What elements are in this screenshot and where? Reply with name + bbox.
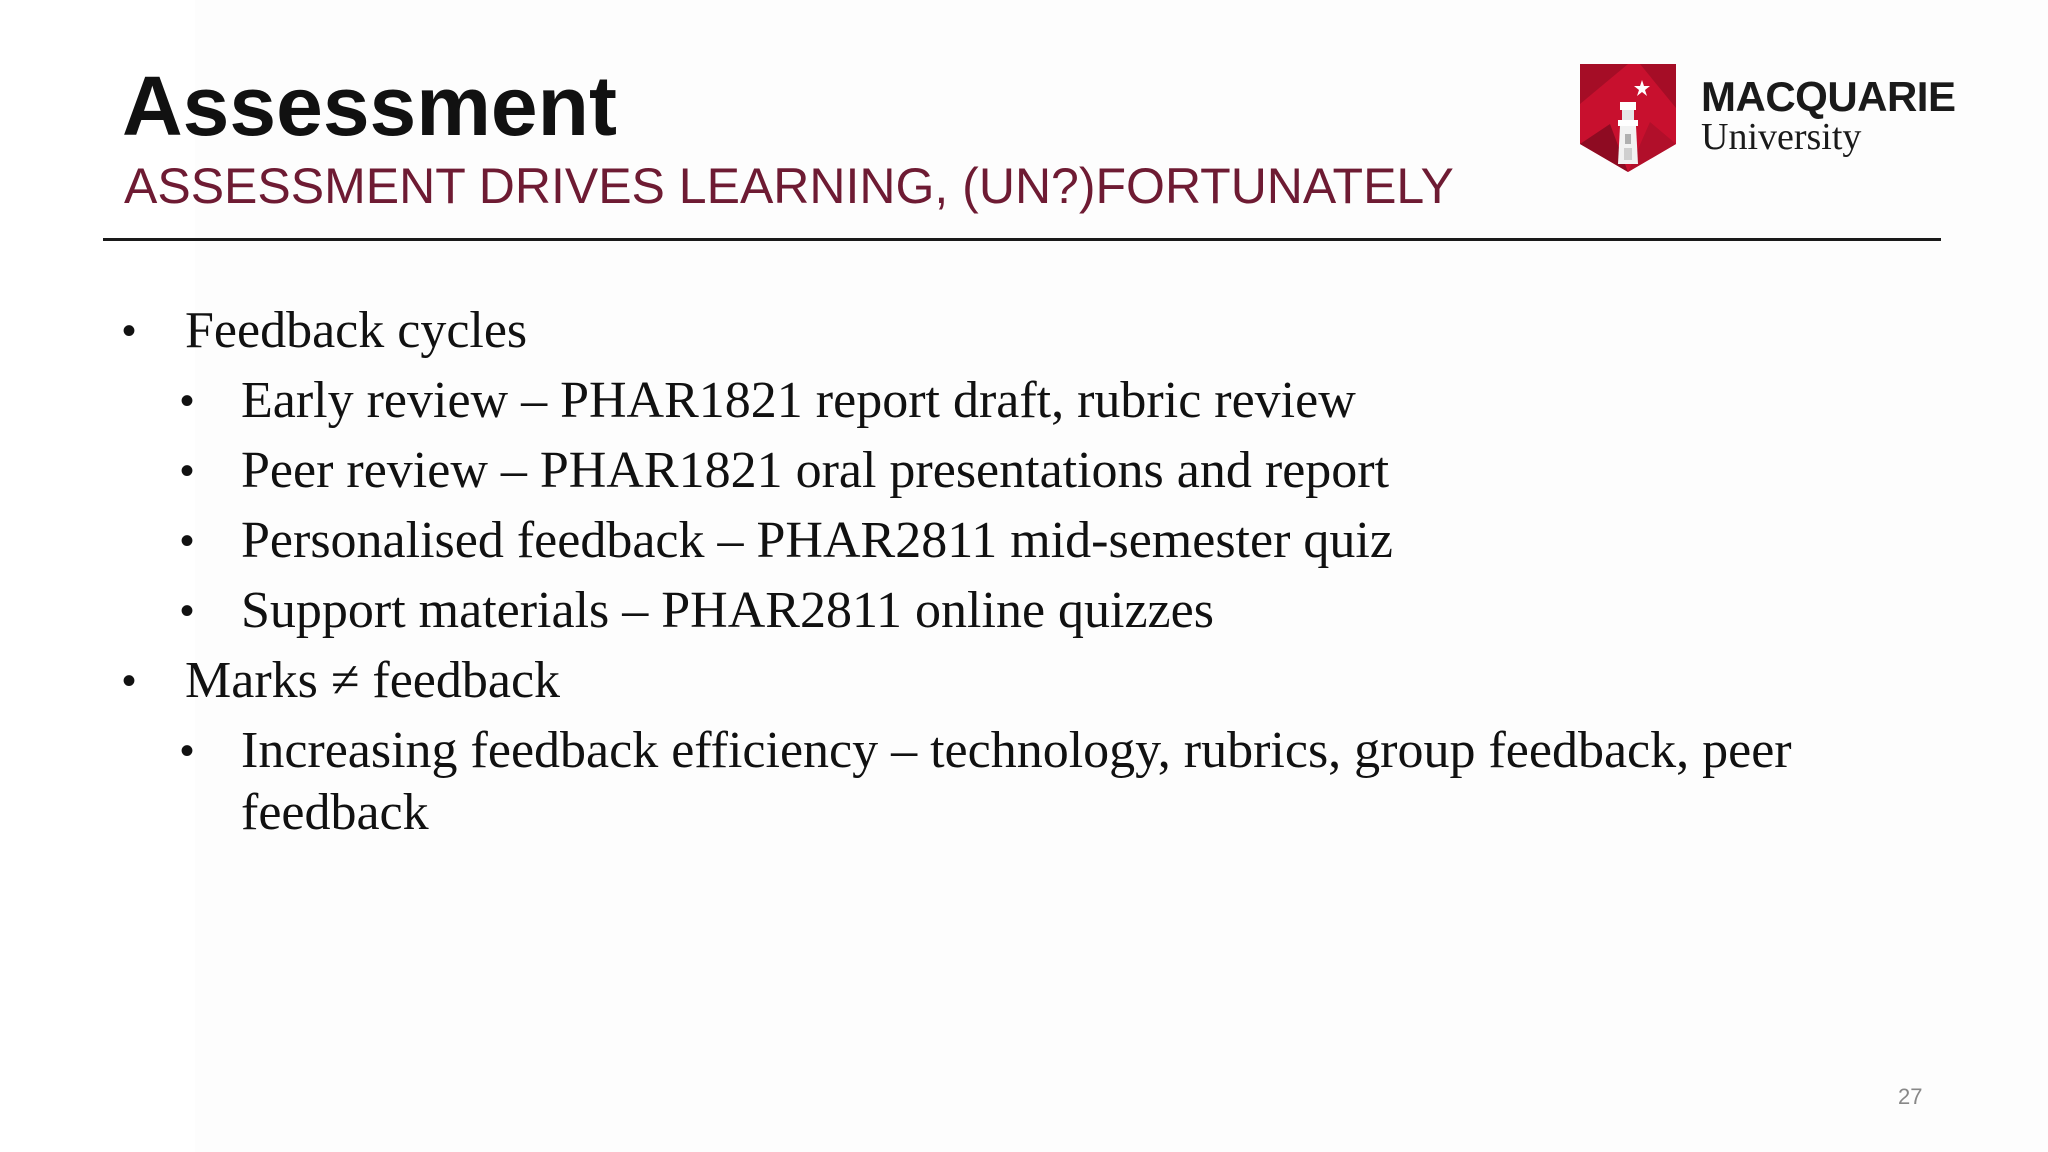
list-item [180,510,1393,572]
list-item [122,300,527,362]
page-number: 27 [1898,1084,1923,1109]
bullet-icon: • [180,729,195,773]
list-item-text: Early review – PHAR1821 report draft, rubric review [241,372,1356,429]
header-divider [103,238,1941,241]
bullet-icon: • [180,519,195,563]
bullet-icon: • [180,449,195,493]
list-item-text: Marks ≠ feedback [185,652,561,709]
list-item [180,580,1214,642]
bullet-icon: • [180,589,195,633]
list-item [180,440,1389,502]
list-item-text: Increasing feedback efficiency – technology, rubrics, group feedback, peer feedback [241,722,1792,841]
slide-subtitle: ASSESSMENT DRIVES LEARNING, (UN?)FORTUNATELY [124,158,1454,214]
list-item [180,370,1356,432]
lighthouse-shield-icon [1580,64,1676,172]
logo-name: MACQUARIE [1701,73,1956,120]
slide-title: Assessment [122,59,617,153]
list-item-text: Personalised feedback – PHAR2811 mid-semester quiz [241,512,1393,569]
list-item [180,720,1981,844]
list-item-text: Support materials – PHAR2811 online quizzes [241,582,1214,639]
list-item-text: Peer review – PHAR1821 oral presentations and report [241,442,1390,499]
list-item [122,650,560,712]
university-logo [1580,64,1956,174]
logo-subtitle: University [1701,116,1862,158]
bullet-icon: • [122,659,137,703]
bullet-icon: • [122,309,137,353]
list-item-text: Feedback cycles [185,302,528,359]
bullet-icon: • [180,379,195,423]
